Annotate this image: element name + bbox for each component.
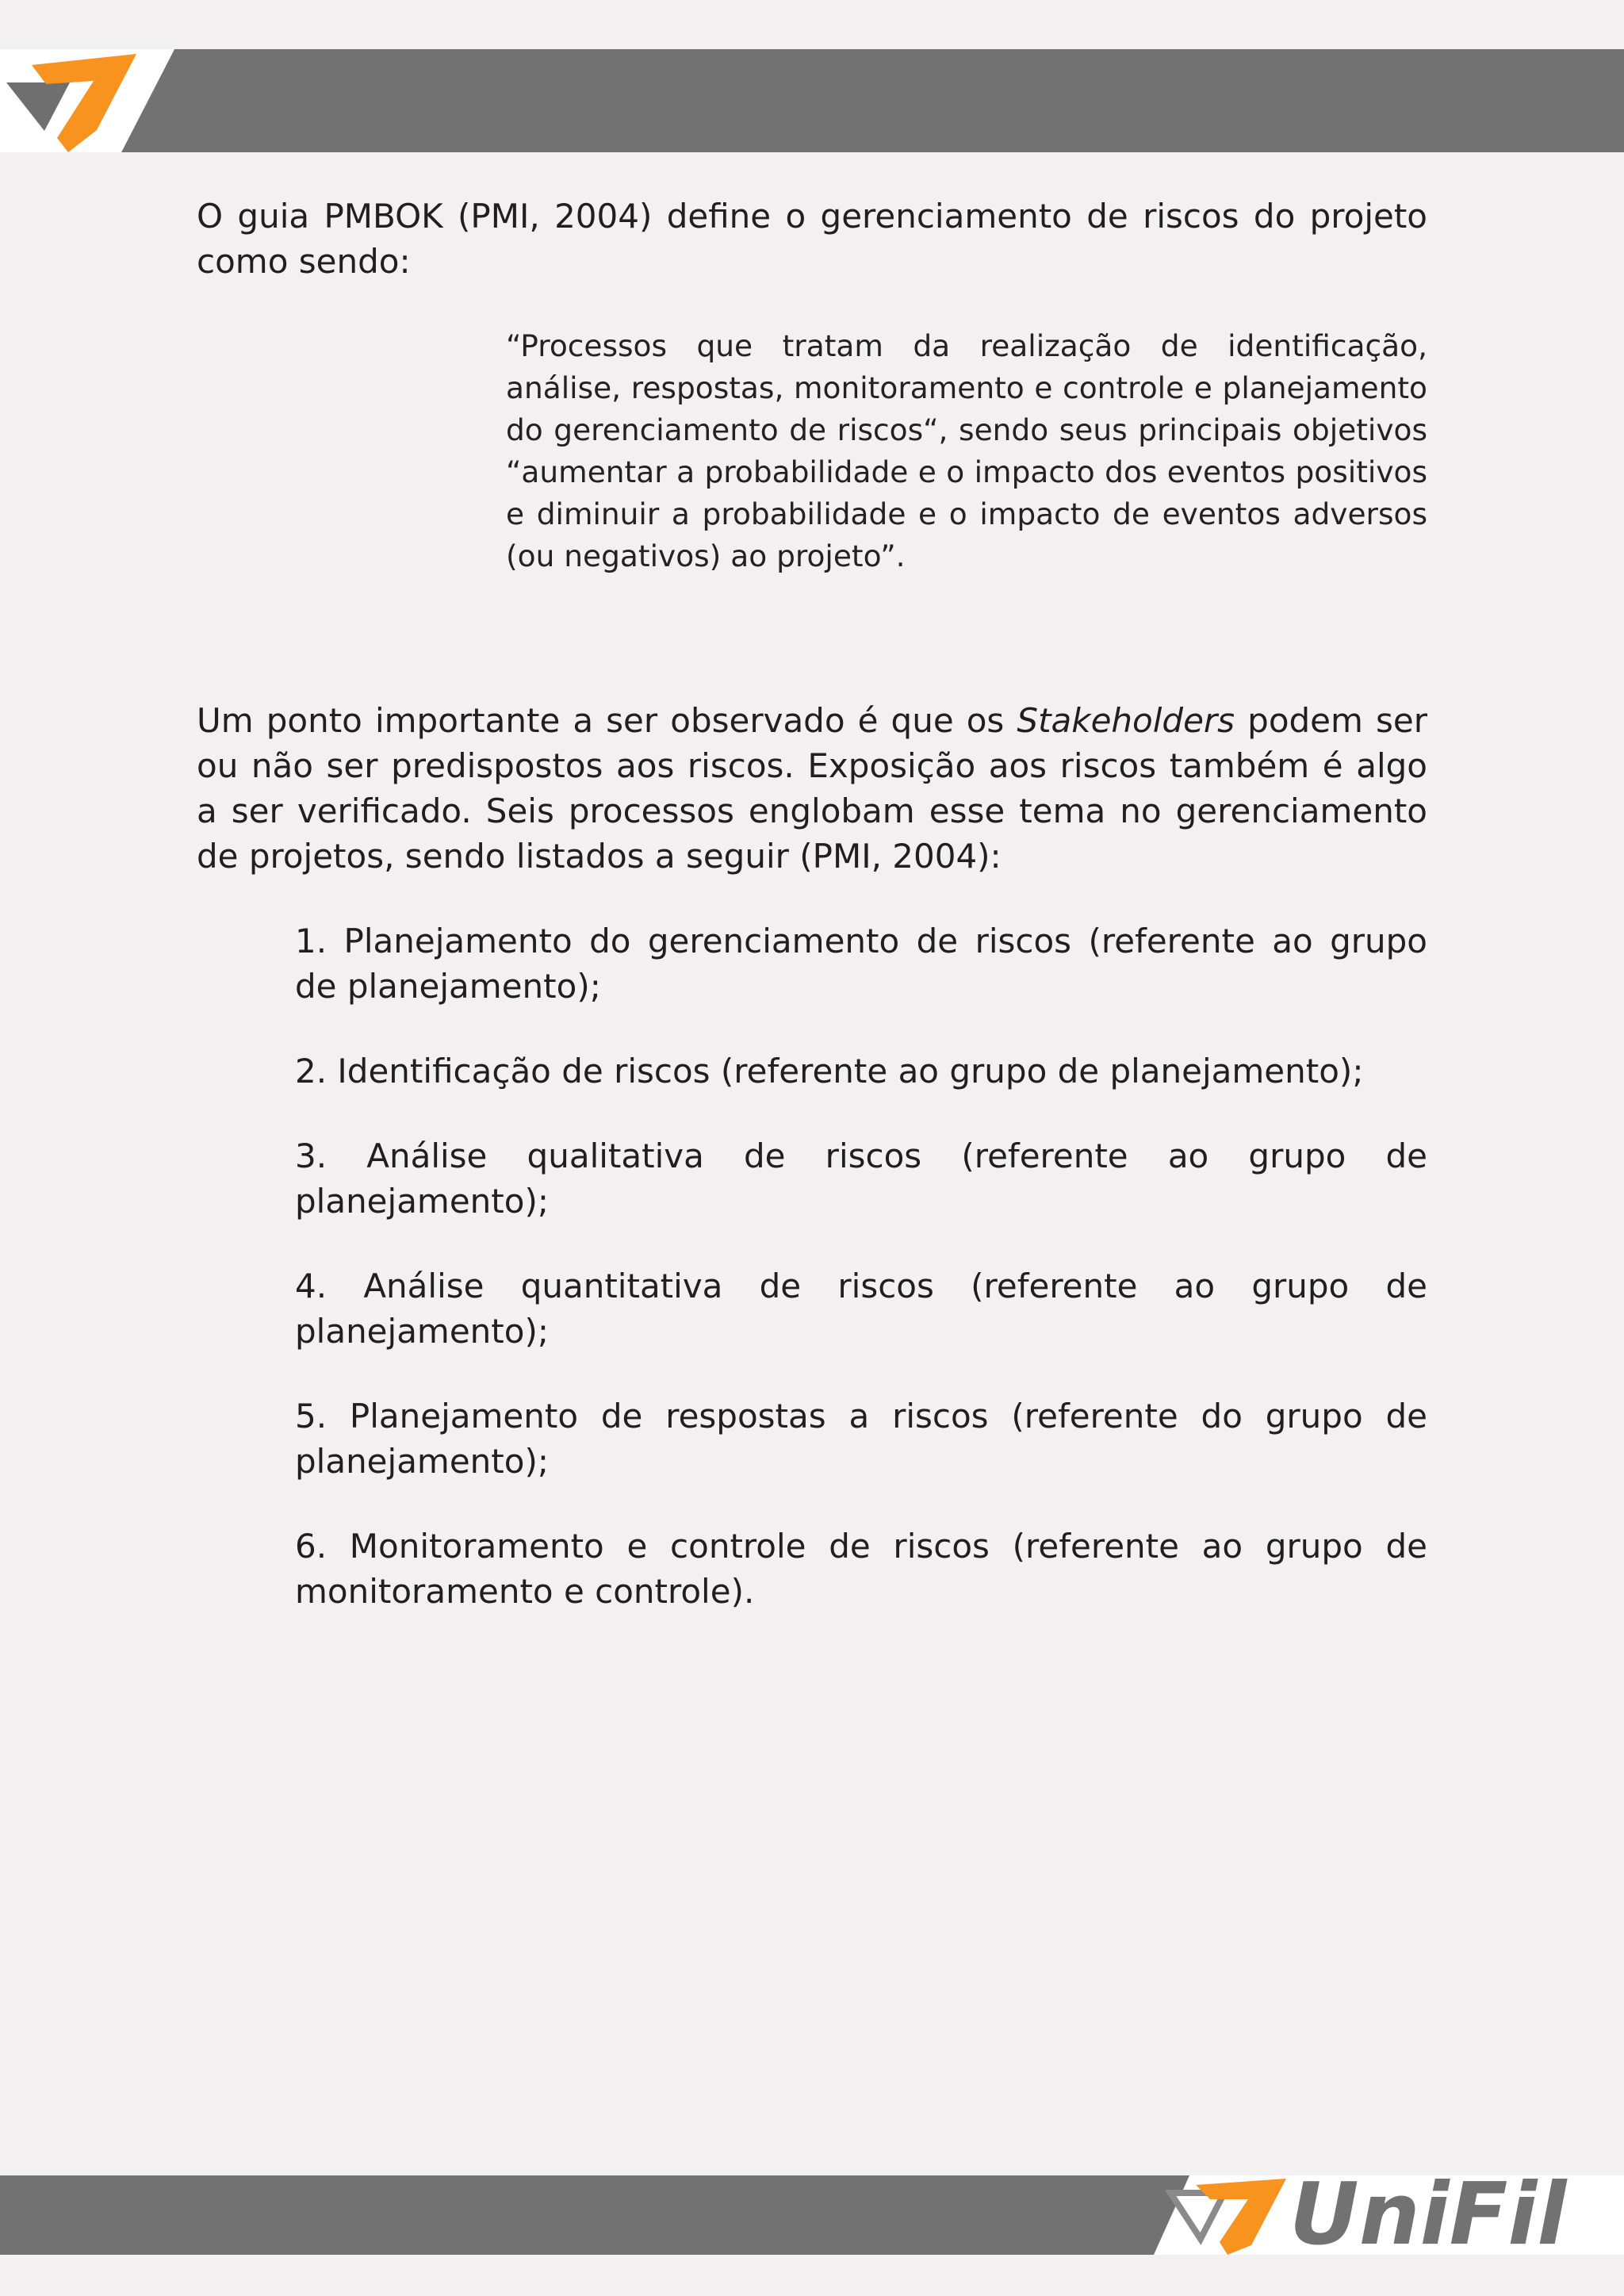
unifil-footer-emblem-icon: [1170, 2179, 1286, 2255]
list-item: 2. Identificação de riscos (referente ao grupo de planejamento);: [295, 1052, 1364, 1091]
document-page: [197, 194, 1427, 1654]
list-item: 4. Análise quantitativa de riscos (referente ao grupo de planejamento);: [295, 1267, 1427, 1351]
list-item: 3. Análise qualitativa de riscos (referente ao grupo de planejamento);: [295, 1137, 1427, 1221]
para2-text-before: Um ponto importante a ser observado é que os: [197, 701, 1017, 740]
para2-text-after: podem ser ou não ser predispostos aos riscos. Exposição aos riscos também é algo a ser verificado. Seis processos englobam esse tema no gerenciamento de projetos, sendo listados a seguir (PMI, 2004):: [197, 701, 1427, 876]
list-item: 5. Planejamento de respostas a riscos (referente do grupo de planejamento);: [295, 1397, 1427, 1481]
stakeholders-paragraph: [197, 698, 1427, 879]
pmbok-quote: “Processos que tratam da realização de identificação, análise, respostas, monitoramento e controle e planejamento do gerenciamento de riscos“, sendo seus principais objetivos “aumentar a probabilidade e o impacto dos eventos positivos e diminuir a probabilidade e o impacto de eventos adversos (ou negativos) ao projeto”.: [506, 328, 1427, 573]
unifil-wordmark-logo: [1166, 2175, 1610, 2255]
intro-paragraph: O guia PMBOK (PMI, 2004) define o gerenciamento de riscos do projeto como sendo:: [197, 197, 1427, 281]
brand-name: UniFil: [1289, 2175, 1567, 2255]
header-band: [0, 49, 1624, 152]
list-item: 1. Planejamento do gerenciamento de riscos (referente ao grupo de planejamento);: [295, 922, 1427, 1006]
risk-process-list: [197, 918, 1427, 1614]
list-item: 6. Monitoramento e controle de riscos (referente ao grupo de monitoramento e controle).: [295, 1527, 1427, 1611]
stakeholders-term: Stakeholders: [1017, 701, 1235, 740]
